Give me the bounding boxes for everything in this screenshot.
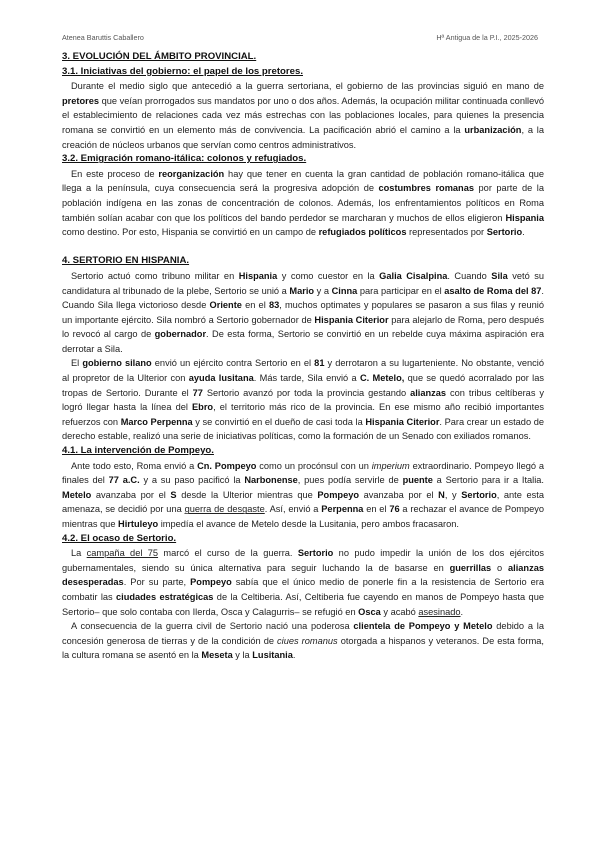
text-run: , pues podía servirle de	[297, 475, 403, 486]
bold-text: pretores	[62, 95, 100, 106]
bold-text: Metelo	[62, 489, 92, 500]
bold-text: Oriente	[209, 300, 242, 311]
bold-text: Meseta	[201, 650, 233, 661]
bold-text: alianzas desesperadas	[62, 562, 544, 588]
text-run: en el	[241, 300, 269, 311]
bold-text: Pompeyo	[317, 489, 360, 500]
subsection-title: 3.1. Iniciativas del gobierno: el papel de los pretores.	[62, 65, 303, 77]
text-run: de la Celtiberia. Así, Celtiberia fue cayendo en manos de Pompeyo hasta que Sertorio– que solo contaba con Ilerda, Osca y Calagurris– se refugió en	[62, 591, 544, 617]
bold-text: refugiados políticos	[318, 227, 407, 238]
text-run: y a	[314, 285, 332, 296]
bold-text: Hispania	[505, 212, 544, 223]
bold-text: 76	[389, 504, 400, 515]
text-run: y como cuestor en la	[277, 270, 380, 281]
paragraph	[62, 546, 544, 619]
bold-text: gobernador	[154, 329, 207, 340]
text-run: A consecuencia de la guerra civil de Sertorio nació una poderosa	[71, 621, 354, 632]
text-run: con tribus celtíberas y logró llegar hasta la línea del	[62, 387, 544, 413]
text-run: y la	[232, 650, 253, 661]
text-run: hay que tener en cuenta la gran cantidad de población romano-itálica que llega a la península, cuya consecuencia será la progresiva adopción de	[62, 168, 544, 194]
subsection-title: 3.2. Emigración romano-itálica: colonos y refugiados.	[62, 153, 307, 165]
text-run: , muchos optimates y populares se pasaron a sus filas y reunió un importante ejército. Sila nombró a Sertorio gobernador de	[62, 300, 544, 325]
text-run: Sertorio avanzó por toda la provincia gestando	[202, 387, 411, 398]
text-run: Durante el medio siglo que antecedió a la guerra sertoriana, el gobierno de las provincias siguió en mano de	[71, 81, 544, 92]
text-run: que se quedó acorralado por las tropas de Sertorio. Durante el	[62, 373, 544, 398]
bold-text: 77 a.C.	[108, 475, 140, 486]
text-run: como un procónsul con un	[256, 460, 372, 471]
text-run: avanzaba por el	[91, 489, 171, 500]
text-run: envió un ejército contra Sertorio en el	[151, 358, 315, 369]
paragraph	[62, 269, 544, 357]
underlined-text: asesinado	[418, 606, 461, 617]
header-course: Hª Antigua de la P.I., 2025-2026	[436, 33, 538, 42]
text-run: . Para crear un estado de derecho estable, realizó una serie de iniciativas políticas, como la formación de un Senado con exiliados romanos.	[62, 416, 544, 442]
bold-text: 81	[314, 358, 325, 369]
text-run: . De esta forma, Sertorio se convirtió en un rebelde cuya máxima aspiración era derrotar a Sila.	[62, 329, 544, 354]
bold-text: Hispania Citerior	[314, 314, 389, 325]
bold-text: Ebro	[192, 402, 214, 413]
bold-text: Sila	[491, 270, 508, 281]
text-run: .	[522, 227, 525, 238]
bold-text: C. Metelo,	[359, 373, 405, 384]
bold-text: Cinna	[331, 285, 358, 296]
text-run: , ante esta amenaza, se decidió por una	[62, 489, 544, 515]
bold-text: Galia Cisalpina	[379, 270, 448, 281]
text-run: . Por su parte,	[123, 577, 191, 588]
bold-text: S	[170, 489, 177, 500]
bold-text: Pompeyo	[190, 577, 232, 588]
subsection-title: 4.2. El ocaso de Sertorio.	[62, 532, 177, 544]
bold-text: 83	[268, 300, 280, 311]
spacer	[62, 240, 544, 255]
bold-text: 77	[192, 387, 203, 398]
bold-text: Marco Perpenna	[120, 416, 193, 427]
bold-text: ayuda lusitana	[188, 373, 254, 384]
text-run: . Cuando Sila llega victorioso desde	[62, 285, 544, 311]
text-run: marcó el curso de la guerra.	[158, 548, 298, 559]
text-run: representados por	[406, 227, 487, 238]
text-run: y acabó	[380, 606, 419, 617]
text-run: sabía que el único medio de ponerle fin a la resistencia de Sertorio era combatir las	[62, 577, 544, 602]
text-run: , el territorio más rico de la provincia. En ese mismo año recibió importantes refuerzos con	[62, 402, 544, 427]
text-run: para participar en el	[357, 285, 445, 296]
text-run: y se convirtió en el dueño de casi toda la	[192, 416, 366, 427]
text-run: en el	[363, 504, 390, 515]
bold-text: guerrillas	[449, 562, 492, 573]
text-run: desde la Ulterior mientras que	[176, 489, 318, 500]
bold-text: ciudades estratégicas	[116, 591, 214, 602]
section-title: 4. SERTORIO EN HISPANIA.	[62, 255, 190, 267]
text-run: .	[292, 650, 296, 661]
italic-text: ciues romanus	[277, 635, 338, 646]
text-run: a Sertorio para ir a Italia.	[432, 475, 544, 486]
bold-text: reorganización	[158, 168, 225, 179]
text-run: . Más tarde, Sila envió a	[253, 373, 360, 384]
text-run: , a la creación de núcleos urbanos que servían como centros administrativos.	[62, 124, 544, 150]
text-run: impedía el avance de Metelo desde la Lusitania, pero ambos fracasaron.	[158, 519, 459, 529]
section-title: 3. EVOLUCIÓN DEL ÁMBITO PROVINCIAL.	[62, 51, 257, 62]
bold-text: alianzas	[410, 387, 447, 398]
document-body	[62, 50, 544, 663]
header-author: Atenea Baruttis Caballero	[62, 33, 144, 42]
underlined-text: campaña del 75	[86, 548, 159, 559]
bold-text: Hispania	[238, 270, 278, 281]
text-run: debido a la concesión generosa de tierras y de la condición de	[62, 621, 544, 646]
text-run: otorgada a hispanos y veteranos. De esta forma, la cultura romana se asentó en la	[62, 635, 545, 661]
bold-text: gobierno silano	[82, 358, 152, 369]
text-run: El	[71, 358, 83, 369]
paragraph	[62, 167, 544, 240]
bold-text: Perpenna	[321, 504, 364, 515]
bold-text: Sertorio	[461, 489, 497, 500]
subsection-title: 4.1. La intervención de Pompeyo.	[62, 445, 214, 457]
text-run: por parte de la población indígena en las zonas de concentración de colonos. Además, los enfrentamientos políticos en Roma también solían acabar con que los políticos del bando perdedor se marcharan y muchos de ellos eligieron	[62, 183, 544, 223]
paragraph	[62, 356, 544, 444]
bold-text: Sertorio	[297, 548, 334, 559]
italic-text: imperium	[371, 460, 410, 471]
bold-text: asalto de Roma del 87	[444, 285, 542, 296]
text-run: para alejarlo de Roma, pero después lo revocó al cargo de	[62, 314, 544, 340]
bold-text: Narbonense	[244, 475, 298, 486]
bold-text: costumbres romanas	[378, 183, 475, 194]
text-run: y derrotaron a su lugarteniente. No obstante, venció al propretor de la Ulterior con	[62, 358, 545, 384]
bold-text: Osca	[358, 606, 381, 617]
underlined-text: guerra de desgaste	[184, 504, 265, 515]
bold-text: Hispania Citerior	[365, 416, 440, 427]
text-run: La	[71, 548, 87, 559]
text-run: a rechazar el avance de Pompeyo mientras que	[62, 504, 545, 529]
text-run: como destino. Por esto, Hispania se convirtió en un campo de	[62, 227, 319, 238]
text-run: . Así, envió a	[264, 504, 322, 515]
text-run: , y	[444, 489, 462, 500]
text-run: . Cuando	[447, 270, 492, 281]
bold-text: Lusitania	[252, 650, 293, 661]
text-run: extraordinario. Pompeyo llegó a finales del	[62, 460, 544, 486]
text-run: Sertorio actuó como tribuno militar en	[71, 270, 239, 281]
bold-text: puente	[402, 475, 433, 486]
page-header	[62, 33, 538, 42]
text-run: o	[491, 562, 508, 573]
bold-text: Hirtuleyo	[118, 519, 159, 529]
text-run: .	[460, 606, 464, 617]
bold-text: Cn. Pompeyo	[197, 460, 257, 471]
text-run: no pudo impedir la unión de los dos ejércitos gubernamentales, siendo su única alternativa para seguir luchando la de basarse en	[62, 548, 545, 573]
text-run: En este proceso de	[71, 168, 159, 179]
text-run: vetó su candidatura al tribunado de la plebe, Sertorio se unió a	[62, 270, 544, 296]
text-run: Ante todo esto, Roma envió a	[71, 460, 198, 471]
bold-text: N	[438, 489, 445, 500]
paragraph	[62, 79, 544, 152]
paragraph	[62, 619, 544, 663]
text-run: avanzaba por el	[359, 489, 439, 500]
bold-text: clientela de Pompeyo y Metelo	[353, 621, 493, 632]
text-run: que veían prorrogados sus mandatos por uno o dos años. Además, la ocupación militar continuada conllevó el establecimiento de relaciones cada vez más estrechas con las poblaciones locales, para quienes la presencia romana se convirtió en un elemento más de convivencia. La pacificación abrió el camino a la	[62, 95, 544, 135]
bold-text: Mario	[289, 285, 315, 296]
paragraph	[62, 459, 544, 532]
bold-text: Sertorio	[486, 227, 523, 238]
bold-text: urbanización	[464, 124, 522, 135]
text-run: y a su paso pacificó la	[139, 475, 245, 486]
